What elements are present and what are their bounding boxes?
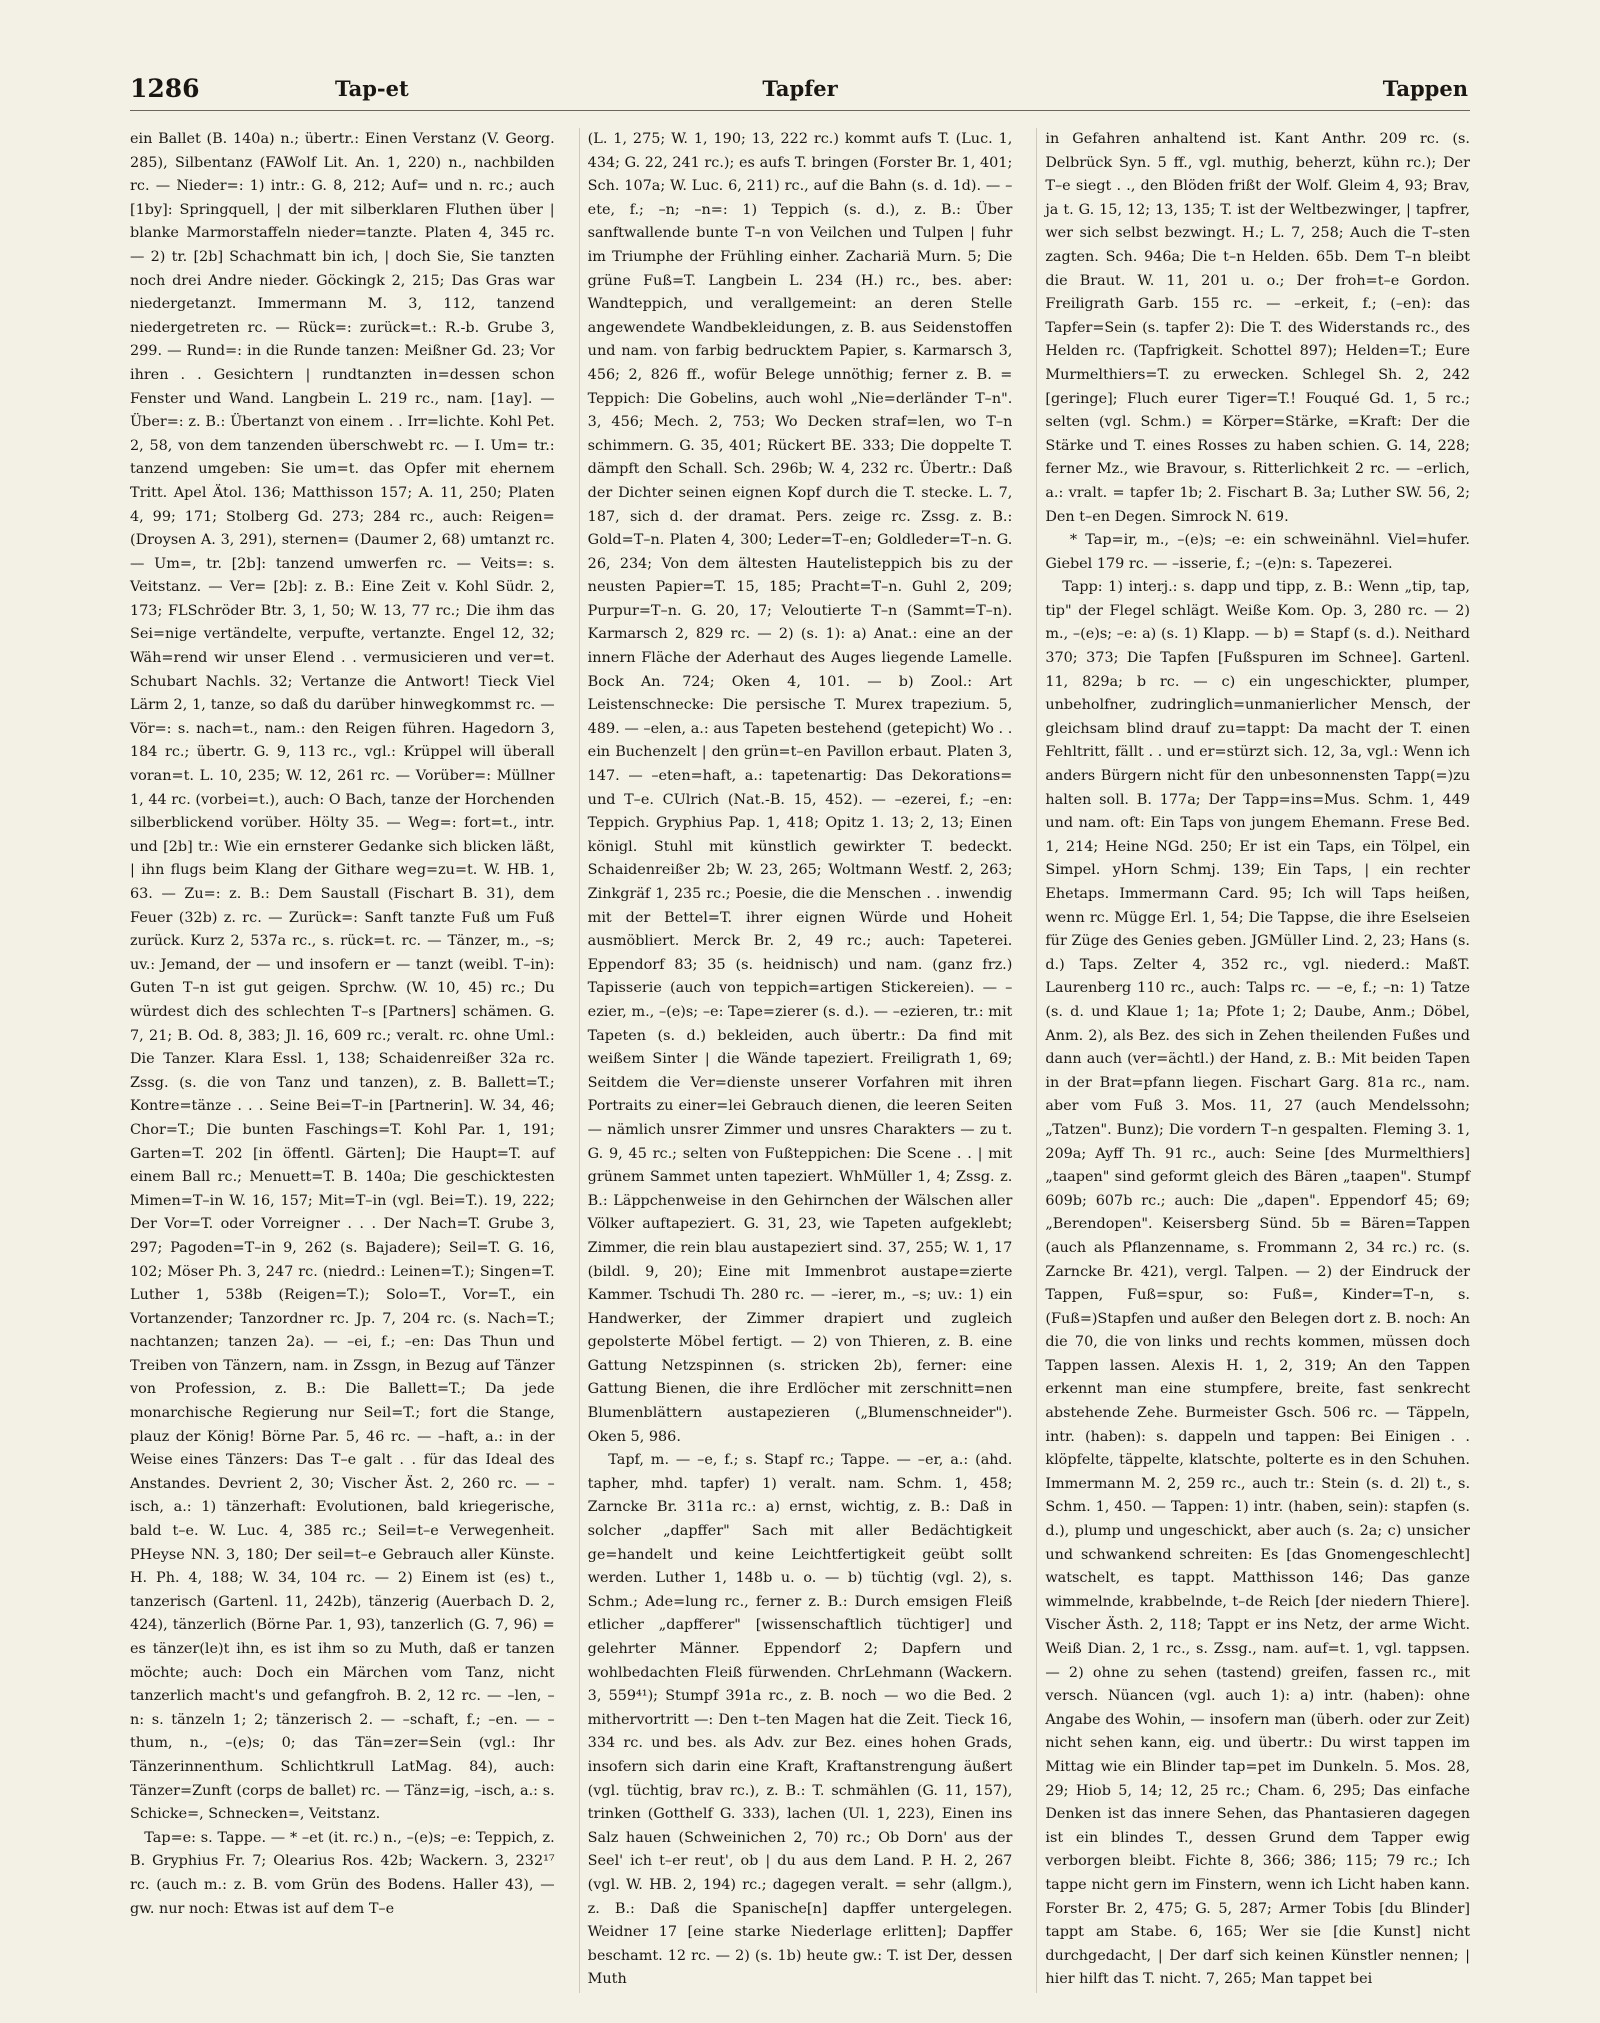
- running-head-left: Tap-et: [335, 76, 409, 101]
- column-middle: [579, 128, 1013, 1993]
- column-text: in Gefahren anhaltend ist. Kant Anthr. 209 rc. (s. Delbrück Syn. 5 ff., vgl. muthig, beherzt, kühn rc.); Der T–e siegt . ., den Blöden frißt der Wolf. Gleim 4, 93; Brav, ja t. G. 15, 12; 13, 135; T. ist der Weltbezwinger, | tapfrer, wer sich selbst bezwingt. H.; L. 7, 258; Auch die T–sten zagten. Sch. 946a; Die t–n Helden. 65b. Dem T–n bleibt die Braut. W. 11, 201 u. o.; Der froh=t–e Gordon. Freiligrath Garb. 155 rc. — –erkeit, f.; (–en): das Tapfer=Sein (s. tapfer 2): Die T. des Widerstands rc., des Helden rc. (Tapfrigkeit. Schottel 897); Helden=T.; Eure Murmelthiers=T. zu erwecken. Schlegel Sh. 2, 242 [geringe]; Fluch eurer Tiger=T.! Fouqué Gd. 1, 5 rc.; selten (vgl. Schm.) = Körper=Stärke, =Kraft: Der die Stärke und T. eines Rosses zu haben schien. G. 14, 228; ferner Mz., wie Bravour, s. Ritterlichkeit 2 rc. — –erlich, a.: vralt. = tapfer 1b; 2. Fischart B. 3a; Luther SW. 56, 2; Den t–en Degen. Simrock N. 619. * Tap=ir, m., –(e)s; –e: ein schweinähnl. Viel=hufer. Giebel 179 rc. — –isserie, f.; –(e)n: s. Tapezerei. Tapp: 1) interj.: s. dapp und tipp, z. B.: Wenn „tip, tap, tip" der Flegel schlägt. Weiße Kom. Op. 3, 280 rc. — 2) m., –(e)s; –e: a) (s. 1) Klapp. — b) = Stapf (s. d.). Neithard 370; 373; Die Tapfen [Fußspuren im Schnee]. Gartenl. 11, 829a; b rc. — c) ein ungeschickter, plumper, unbeholfner, zudringlich=unmanierlicher Mensch, der gleichsam blind drauf zu=tappt: Da macht der T. einen Fehltritt, fällt . . und er=stürzt sich. 12, 3a, vgl.: Wenn ich anders Bürgern nicht für den unbesonnensten Tapp(=)zu halten soll. B. 177a; Der Tapp=ins=Mus. Schm. 1, 449 und nam. oft: Ein Taps von jungem Ehemann. Frese Bed. 1, 214; Heine NGd. 250; Er ist ein Taps, ein Tölpel, ein Simpel. yHorn Schmj. 139; Ein Taps, | ein rechter Ehetaps. Immermann Card. 95; Ich will Taps heißen, wenn rc. Mügge Erl. 1, 54; Die Tappse, die ihre Eselseien für Züge des Genies geben. JGMüller Lind. 2, 23; Hans (s. d.) Taps. Zelter 4, 352 rc., vgl. niederd.: MaßT. Laurenberg 110 rc., auch: Talps rc. — –e, f.; –n: 1) Tatze (s. d. und Klaue 1; 1a; Pfote 1; 2; Daube, Anm.; Döbel, Anm. 2), als Bez. des sich in Zehen theilenden Fußes und dann auch (ver=ächtl.) der Hand, z. B.: Mit beiden Tapen in der Brat=pfann liegen. Fischart Garg. 81a rc., nam. aber vom Fuß 3. Mos. 11, 27 (auch Mendelssohn; „Tatzen". Bunz); Die vordern T–n gespalten. Fleming 3. 1, 209a; Ayff Th. 91 rc., auch: Seine [des Murmelthiers] „taapen" sind geformt gleich des Bären „taapen". Stumpf 609b; 607b rc.; auch: Die „dapen". Eppendorf 45; 69; „Berendopen". Keisersberg Sünd. 5b = Bären=Tappen (auch als Pflanzenname, s. Frommann 2, 34 rc.) rc. (s. Zarncke Br. 421), vergl. Talpen. — 2) der Eindruck der Tappen, Fuß=spur, so: Fuß=, Kinder=T–n, s. (Fuß=)Stapfen und außer den Belegen dort z. B. noch: An die 70, die von links und rechts kommen, müssen doch Tappen lassen. Alexis H. 1, 2, 319; An den Tappen erkennt man eine stumpfere, breite, fast senkrecht abstehende Zehe. Burmeister Gsch. 506 rc. — Täppeln, intr. (haben): s. dappeln und tappen: Bei Einigen . . klöpfelte, täppelte, klatschte, polterte es in den Schuhen. Immermann M. 2, 259 rc., auch tr.: Stein (s. d. 2l) t., s. Schm. 1, 450. — Tappen: 1) intr. (haben, sein): stapfen (s. d.), plump und ungeschickt, aber auch (s. 2a; c) unsicher und schwankend schreiten: Es [das Gnomengeschlecht] watschelt, es tappt. Matthisson 146; Das ganze wimmelnde, krabbelnde, t–de Reich [der niedern Thiere]. Vischer Ästh. 2, 118; Tappt er ins Netz, der arme Wicht. Weiß Dian. 2, 1 rc., s. Zssg., nam. auf=t. 1, vgl. tappsen. — 2) ohne zu sehen (tastend) greifen, fassen rc., mit versch. Nüancen (vgl. auch 1): a) intr. (haben): ohne Angabe des Wohin, — insofern man (überh. oder zur Zeit) nicht sehen kann, eig. und übertr.: Du wirst tappen im Mittag wie ein Blinder tap=pet im Dunkeln. 5. Mos. 28, 29; Hiob 5, 14; 12, 25 rc.; Cham. 6, 295; Das einfache Denken ist das innere Sehen, das Phantasieren dagegen ist ein blindes T., dessen Grund dem Tapper ewig verborgen bleibt. Fichte 8, 366; 386; 115; 79 rc.; Ich tappe nicht gern im Finstern, wenn ich Licht haben kann. Forster Br. 2, 475; G. 5, 287; Armer Tobis [du Blinder] tappt am Stabe. 6, 165; Wer sie [die Kunst] nicht durchgedacht, | Der darf sich keinen Künstler nennen; | hier hilft das T. nicht. 7, 265; Man tappet bei: [1045, 131, 1471, 1988]
- page-number: 1286: [130, 74, 200, 103]
- column-text: (L. 1, 275; W. 1, 190; 13, 222 rc.) kommt aufs T. (Luc. 1, 434; G. 22, 241 rc.); es aufs T. bringen (Forster Br. 1, 401; Sch. 107a; W. Luc. 6, 211) rc., auf die Bahn (s. d. 1d). — –ete, f.; –n; –n=: 1) Teppich (s. d.), z. B.: Über sanftwallende bunte T–n von Veilchen und Tulpen | fuhr im Triumphe der Frühling einher. Zachariä Murn. 5; Die grüne Fuß=T. Langbein L. 234 (H.) rc., bes. aber: Wandteppich, und verallgemeint: an deren Stelle angewendete Wandbekleidungen, z. B. aus Seidenstoffen und nam. von farbig bedrucktem Papier, s. Karmarsch 3, 456; 2, 826 ff., wofür Belege unnöthig; ferner z. B. = Teppich: Die Gobelins, auch wohl „Nie=derländer T–n". 3, 456; Mech. 2, 753; Wo Decken straf=len, wo T–n schimmern. G. 35, 401; Rückert BE. 333; Die doppelte T. dämpft den Schall. Sch. 296b; W. 4, 232 rc. Übertr.: Daß der Dichter seinen eignen Kopf durch die T. stecke. L. 7, 187, sich d. der dramat. Pers. zeige rc. Zssg. z. B.: Gold=T–n. Platen 4, 300; Leder=T–en; Goldleder=T–n. G. 26, 234; Von dem ältesten Hautelisteppich bis zu der neusten Papier=T. 15, 185; Pracht=T–n. Guhl 2, 209; Purpur=T–n. G. 20, 17; Veloutierte T–n (Sammt=T–n). Karmarsch 2, 829 rc. — 2) (s. 1): a) Anat.: eine an der innern Fläche der Aderhaut des Auges liegende Lamelle. Bock An. 724; Oken 4, 101. — b) Zool.: Art Leistenschnecke: Die persische T. Murex trapezium. 5, 489. — –elen, a.: aus Tapeten bestehend (getepicht) Wo . . ein Buchenzelt | den grün=t–en Pavillon erbaut. Platen 3, 147. — –eten=haft, a.: tapetenartig: Das Dekorations= und T–e. CUlrich (Nat.-B. 15, 452). — –ezerei, f.; –en: Teppich. Gryphius Pap. 1, 418; Opitz 1. 13; 2, 13; Einen königl. Stuhl mit künstlich gewirkter T. bedeckt. Schaidenreißer 2b; W. 23, 265; Woltmann Westf. 2, 263; Zinkgräf 1, 235 rc.; Poesie, die die Menschen . . inwendig mit der Bettel=T. ihrer eignen Würde und Hoheit ausmöbliert. Merck Br. 2, 49 rc.; auch: Tapeterei. Eppendorf 83; 35 (s. heidnisch) und nam. (ganz frz.) Tapisserie (auch von teppich=artigen Stickereien). — –ezier, m., –(e)s; –e: Tape=zierer (s. d.). — –ezieren, tr.: mit Tapeten (s. d.) bekleiden, auch übertr.: Da find mit weißem Sinter | die Wände tapeziert. Freiligrath 1, 69; Seitdem die Ver=dienste unserer Vorfahren mit ihren Portraits zu einer=lei Gebrauch dienen, die leeren Seiten — nämlich unsrer Zimmer und unsres Charakters — zu t. G. 9, 45 rc.; selten von Fußteppichen: Die Scene . . | mit grünem Sammet unten tapeziert. WhMüller 1, 4; Zssg. z. B.: Läppchenweise in den Gehirnchen der Wälschen aller Völker auftapeziert. G. 31, 23, wie Tapeten aufgeklebt; Zimmer, die rein blau austapeziert sind. 37, 255; W. 1, 17 (bildl. 9, 20); Eine mit Immenbrot austape=zierte Kammer. Tschudi Th. 280 rc. — –ierer, m., –s; uv.: 1) ein Handwerker, der Zimmer drapiert und zugleich gepolsterte Möbel fertigt. — 2) von Thieren, z. B. eine Gattung Netzspinnen (s. stricken 2b), ferner: eine Gattung Bienen, die ihre Erdlöcher mit zerschnitt=nen Blumenblättern austapezieren („Blumenschneider"). Oken 5, 986. Tapf, m. — –e, f.; s. Stapf rc.; Tappe. — –er, a.: (ahd. tapher, mhd. tapfer) 1) veralt. nam. Schm. 1, 458; Zarncke Br. 311a rc.: a) ernst, wichtig, z. B.: Daß in solcher „dapffer" Sach mit aller Bedächtigkeit ge=handelt und keine Leichtfertigkeit geübt sollt werden. Luther 1, 148b u. o. — b) tüchtig (vgl. 2), s. Schm.; Ade=lung rc., ferner z. B.: Durch emsigen Fleiß etlicher „dapfferer" [wissenschaftlich tüchtiger] und gelehrter Männer. Eppendorf 2; Dapfern und wohlbedachten Fleiß fürwenden. ChrLehmann (Wackern. 3, 559⁴¹); Stumpf 391a rc., z. B. noch — wo die Bed. 2 mithervortritt —: Den t–ten Magen hat die Zeit. Tieck 16, 334 rc. und bes. als Adv. zur Bez. eines hohen Grads, insofern sich darin eine Kraft, Kraftanstrengung äußert (vgl. tüchtig, brav rc.), z. B.: T. schmählen (G. 11, 157), trinken (Gotthelf G. 333), lachen (Ul. 1, 223), Einen ins Salz hauen (Schweinichen 2, 70) rc.; Ob Dorn' aus der Seel' ich t–er reut', ob | du aus dem Land. P. H. 2, 267 (vgl. W. HB. 2, 194) rc.; dagegen veralt. = sehr (allgm.), z. B.: Daß die Spanische[n] dapffer untergelegen. Weidner 17 [eine starke Niederlage erlitten]; Dapffer beschamt. 12 rc. — 2) (s. 1b) heute gw.: T. ist Der, dessen Muth: [587, 131, 1013, 1988]
- page-header: [130, 74, 1470, 111]
- column-text: ein Ballet (B. 140a) n.; übertr.: Einen Verstanz (V. Georg. 285), Silbentanz (FAWolf Lit. An. 1, 220) n., nachbilden rc. — Nieder=: 1) intr.: G. 8, 212; Auf= und n. rc.; auch [1by]: Springquell, | der mit silberklaren Fluthen über | blanke Marmorstaffeln nieder=tanzte. Platen 4, 345 rc. — 2) tr. [2b] Schachmatt bin ich, | doch Sie, Sie tanzten noch drei Andre nieder. Göckingk 2, 215; Das Gras war niedergetanzt. Immermann M. 3, 112, tanzend niedergetreten rc. — Rück=: zurück=t.: R.-b. Grube 3, 299. — Rund=: in die Runde tanzen: Meißner Gd. 23; Vor ihren . . Gesichtern | rundtanzten in=dessen schon Fenster und Wand. Langbein L. 219 rc., nam. [1ay]. — Über=: z. B.: Übertanzt von einem . . Irr=lichte. Kohl Pet. 2, 58, von dem tanzenden überschwebt rc. — I. Um= tr.: tanzend umgeben: Sie um=t. das Opfer mit ehernem Tritt. Apel Ätol. 136; Matthisson 157; A. 11, 250; Platen 4, 99; 171; Stolberg Gd. 273; 284 rc., auch: Reigen= (Droysen A. 3, 291), sternen= (Daumer 2, 68) umtanzt rc. — Um=, tr. [2b]: tanzend umwerfen rc. — Veits=: s. Veitstanz. — Ver= [2b]: z. B.: Eine Zeit v. Kohl Südr. 2, 173; FLSchröder Btr. 3, 1, 50; W. 13, 77 rc.; Die ihm das Sei=nige vertändelte, verpufte, vertanzte. Engel 12, 32; Wäh=rend wir unser Elend . . vermusicieren und ver=t. Schubart Nachls. 32; Vertanze die Antwort! Tieck Viel Lärm 2, 1, tanze, so daß du darüber hinwegkommst rc. — Vör=: s. nach=t., nam.: den Reigen führen. Hagedorn 3, 184 rc.; übertr. G. 9, 113 rc., vgl.: Krüppel will überall voran=t. L. 10, 235; W. 12, 261 rc. — Vorüber=: Müllner 1, 44 rc. (vorbei=t.), auch: O Bach, tanze der Horchenden silberblickend vorüber. Hölty 35. — Weg=: fort=t., intr. und [2b] tr.: Wie ein ernsterer Gedanke sich blicken läßt, | ihn flugs beim Klang der Githare weg=zu=t. W. HB. 1, 63. — Zu=: z. B.: Dem Saustall (Fischart B. 31), dem Feuer (32b) z. rc. — Zurück=: Sanft tanzte Fuß um Fuß zurück. Kurz 2, 537a rc., s. rück=t. rc. — Tänzer, m., –s; uv.: Jemand, der — und insofern er — tanzt (weibl. T–in): Guten T–n ist gut geigen. Sprchw. (W. 10, 45) rc.; Du würdest dich des schlechten T–s [Partners] schämen. G. 7, 21; B. Od. 8, 383; Jl. 16, 609 rc.; veralt. rc. ohne Uml.: Die Tanzer. Klara Essl. 1, 138; Schaidenreißer 32a rc. Zssg. (s. die von Tanz und tanzen), z. B. Ballett=T.; Kontre=tänze . . . Seine Bei=T–in [Partnerin]. W. 34, 46; Chor=T.; Die bunten Faschings=T. Kohl Par. 1, 191; Garten=T. 202 [in öffentl. Gärten]; Die Haupt=T. auf einem Ball rc.; Menuett=T. B. 140a; Die geschicktesten Mimen=T–in W. 16, 157; Mit=T–in (vgl. Bei=T.). 19, 222; Der Vor=T. oder Vorreigner . . . Der Nach=T. Grube 3, 297; Pagoden=T–in 9, 262 (s. Bajadere); Seil=T. G. 16, 102; Möser Ph. 3, 247 rc. (niedrd.: Leinen=T.); Singen=T. Luther 1, 538b (Reigen=T.); Solo=T., Vor=T., ein Vortanzender; Tanzordner rc. Jp. 7, 204 rc. (s. Nach=T.; nachtanzen; tanzen 2a). — –ei, f.; –en: Das Thun und Treiben von Tänzern, nam. in Zssgn, in Bezug auf Tänzer von Profession, z. B.: Die Ballett=T.; Da jede monarchische Regierung nur Seil=T.; fort die Stange, plauz der König! Börne Par. 5, 46 rc. — –haft, a.: in der Weise eines Tänzers: Das T–e galt . . für das Ideal des Anstandes. Devrient 2, 30; Vischer Äst. 2, 260 rc. — –isch, a.: 1) tänzerhaft: Evolutionen, bald kriegerische, bald t–e. W. Luc. 4, 385 rc.; Seil=t–e Verwegenheit. PHeyse NN. 3, 180; Der seil=t–e Gebrauch aller Künste. H. Ph. 4, 188; W. 34, 104 rc. — 2) Einem ist (es) t., tanzerisch (Gartenl. 11, 242b), tänzerig (Auerbach D. 2, 424), tänzerlich (Börne Par. 1, 93), tanzerlich (G. 7, 96) = es tänzer(le)t ihn, es ist ihm so zu Muth, daß er tanzen möchte; auch: Doch ein Märchen vom Tanz, nicht tanzerlich macht's und gefangfroh. B. 2, 12 rc. — –len, –n: s. tänzeln 1; 2; tänzerisch 2. — –schaft, f.; –en. — –thum, n., –(e)s; 0; das Tän=zer=Sein (vgl.: Ihr Tänzerinnenthum. Schlichtkrull LatMag. 84), auch: Tänzer=Zunft (corps de ballet) rc. — Tänz=ig, –isch, a.: s. Schicke=, Schnecken=, Veitstanz. Tap=e: s. Tappe. — * –et (it. rc.) n., –(e)s; –e: Teppich, z. B. Gryphius Fr. 7; Olearius Ros. 42b; Wackern. 3, 232¹⁷ rc. (auch m.: z. B. vom Grün des Bodens. Haller 43), — gw. nur noch: Etwas ist auf dem T–e: [130, 131, 555, 1917]
- running-head-right: Tappen: [1382, 76, 1468, 101]
- text-columns: [130, 128, 1470, 1993]
- column-right: [1036, 128, 1470, 1993]
- column-left: [130, 128, 555, 1993]
- running-head-center: Tapfer: [762, 76, 838, 101]
